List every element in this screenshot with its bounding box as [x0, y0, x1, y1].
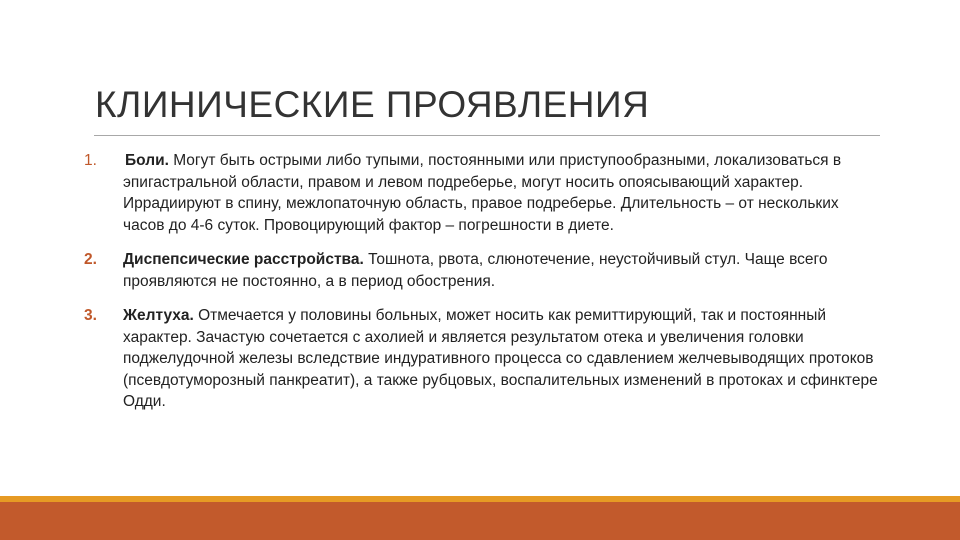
list-item-text	[123, 305, 884, 413]
list-item	[84, 150, 884, 236]
list-item-number: 3.	[84, 307, 97, 324]
list-item-number: 2.	[84, 251, 97, 268]
list-item-text	[123, 249, 884, 292]
list-item	[84, 305, 884, 413]
list-item-number: 1.	[84, 152, 97, 169]
list-item-lead: Боли.	[125, 152, 169, 169]
list-item-body: Отмечается у половины больных, может носить как ремиттирующий, так и постоянный характер. Зачастую сочетается с ахолией и является результатом отека и увеличения головки поджелудочной железы вследствие индуративного процесса со сдавлением желчевыводящих протоков (псевдотуморозный панкреатит), а также рубцовых, воспалительных изменений в протоках и сфинктере Одди.	[123, 307, 878, 410]
numbered-list	[84, 150, 884, 426]
list-item-body: Могут быть острыми либо тупыми, постоянными или приступообразными, локализоваться в эпигастральной области, правом и левом подреберье, могут носить опоясывающий характер. Иррадиируют в спину, межлопаточную область, правое подреберье. Длительность – от нескольких часов до 4-6 суток. Провоцирующий фактор – погрешности в диете.	[123, 152, 842, 234]
list-item-body: Тошнота, рвота, слюнотечение, неустойчивый стул. Чаще всего проявляются не постоянно, а в период обострения.	[123, 251, 828, 290]
list-item-text	[123, 150, 884, 236]
footer-accent-bar	[0, 502, 960, 540]
list-item	[84, 249, 884, 292]
list-item-lead: Желтуха.	[123, 307, 194, 324]
slide-title: КЛИНИЧЕСКИЕ ПРОЯВЛЕНИЯ	[95, 84, 650, 125]
title-divider	[94, 135, 880, 136]
list-item-lead: Диспепсические расстройства.	[123, 251, 364, 268]
